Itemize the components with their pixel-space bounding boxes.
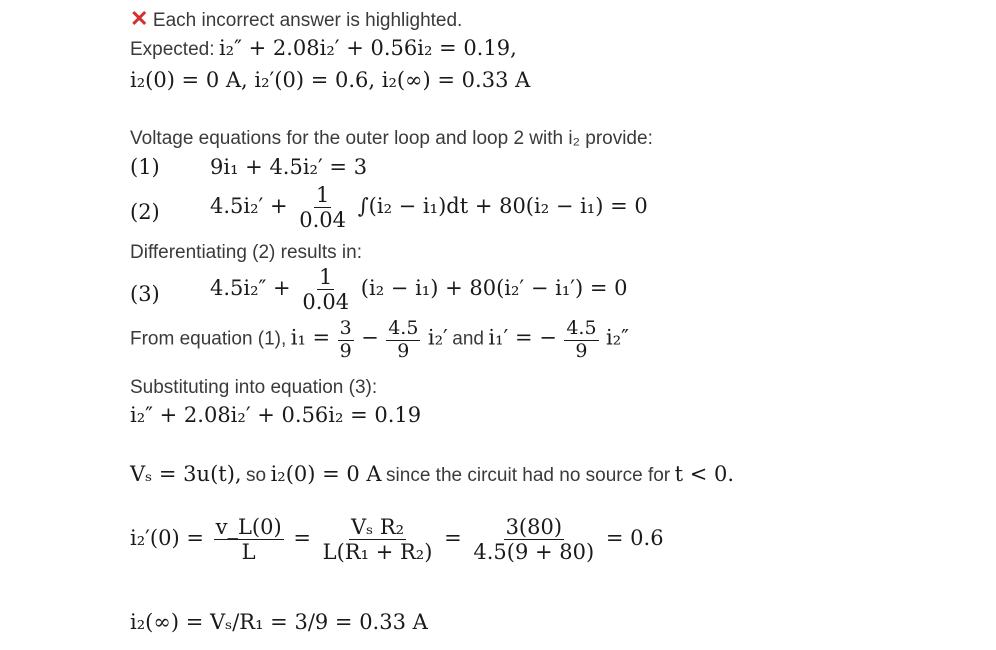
differentiating-text: Differentiating (2) results in:	[130, 242, 362, 263]
feedback-line	[130, 6, 462, 32]
from-frac-1-den: 9	[339, 339, 352, 362]
eq2-part-a: 4.5i₂′ +	[210, 194, 288, 219]
expected-initial-conditions: i₂(0) = 0 A, i₂′(0) = 0.6, i₂(∞) = 0.33 A	[130, 68, 531, 92]
vs-equation: Vₛ = 3u(t),	[130, 462, 242, 486]
vs-i2-zero: i₂(0) = 0 A	[270, 462, 382, 486]
ic-frac-1-den: L	[241, 540, 256, 565]
eq1-tag: (1)	[130, 155, 160, 179]
vs-since: since the circuit had no source for	[386, 465, 671, 486]
initial-condition-equation	[130, 515, 664, 564]
ic-frac-2	[321, 515, 435, 564]
from-minus: −	[361, 325, 379, 350]
vs-condition: t < 0.	[674, 462, 735, 486]
ic-frac-1	[214, 515, 284, 564]
ic-frac-2-num: Vₛ R₂	[350, 515, 405, 539]
from-frac-3-num: 4.5	[566, 317, 597, 339]
eq2-frac-num: 1	[315, 183, 330, 207]
from-i2-double-prime: i₂″	[605, 325, 629, 350]
solution-intro: Voltage equations for the outer loop and loop 2 with i₂ provide:	[130, 128, 653, 149]
eq3-part-a: 4.5i₂″ +	[210, 276, 291, 301]
ic-frac-3	[471, 515, 596, 564]
vs-line	[130, 462, 734, 487]
eq3-frac-den: 0.04	[302, 290, 350, 315]
ic-frac-1-num: v_L(0)	[215, 515, 282, 539]
eq3-frac-num: 1	[319, 265, 333, 289]
ic-frac-2-den: L(R₁ + R₂)	[322, 540, 433, 565]
ic-frac-3-num: 3(80)	[505, 515, 563, 539]
eq3-part-b: (i₂ − i₁) + 80(i₂′ − i₁′) = 0	[360, 276, 628, 301]
ic-equals-1: =	[293, 526, 311, 551]
eq1: 9i₁ + 4.5i₂′ = 3	[210, 155, 368, 179]
from-frac-3	[564, 318, 598, 363]
eq2	[210, 183, 648, 232]
from-i1-prime: i₁′ = −	[488, 325, 557, 350]
substituting-text: Substituting into equation (3):	[130, 377, 378, 398]
ic-lhs: i₂′(0) =	[130, 526, 204, 551]
x-icon: ✕	[130, 6, 149, 31]
vs-so: so	[246, 465, 267, 486]
from-frac-2	[386, 318, 420, 363]
eq2-part-b: ∫(i₂ − i₁)dt + 80(i₂ − i₁) = 0	[357, 194, 648, 219]
from-frac-1	[338, 318, 354, 363]
eq3-fraction	[300, 265, 351, 314]
eq2-fraction	[297, 183, 348, 232]
ic-rhs: = 0.6	[605, 526, 664, 551]
expected-equation: i₂″ + 2.08i₂′ + 0.56i₂ = 0.19,	[218, 36, 517, 60]
eq2-frac-den: 0.04	[299, 208, 347, 233]
feedback-message: Each incorrect answer is highlighted.	[152, 10, 463, 31]
from-i1: i₁ =	[290, 325, 331, 350]
from-frac-2-den: 9	[397, 339, 410, 362]
from-frac-1-num: 3	[339, 317, 352, 339]
eq3	[210, 265, 628, 314]
final-equation: i₂(∞) = Vₛ/R₁ = 3/9 = 0.33 A	[130, 610, 428, 634]
from-i2-prime: i₂′	[427, 325, 448, 350]
from-frac-2-num: 4.5	[388, 317, 419, 339]
and-text: and	[452, 328, 484, 350]
ic-frac-3-den: 4.5(9 + 80)	[473, 540, 595, 565]
expected-label: Expected:	[130, 39, 215, 60]
ic-equals-2: =	[444, 526, 462, 551]
from-eq1-line	[130, 318, 629, 363]
from-text: From equation (1),	[130, 328, 287, 350]
eq3-tag: (3)	[130, 282, 160, 306]
expected-line	[130, 36, 517, 61]
result-equation: i₂″ + 2.08i₂′ + 0.56i₂ = 0.19	[130, 403, 422, 427]
from-frac-3-den: 9	[575, 339, 588, 362]
eq2-tag: (2)	[130, 200, 160, 224]
